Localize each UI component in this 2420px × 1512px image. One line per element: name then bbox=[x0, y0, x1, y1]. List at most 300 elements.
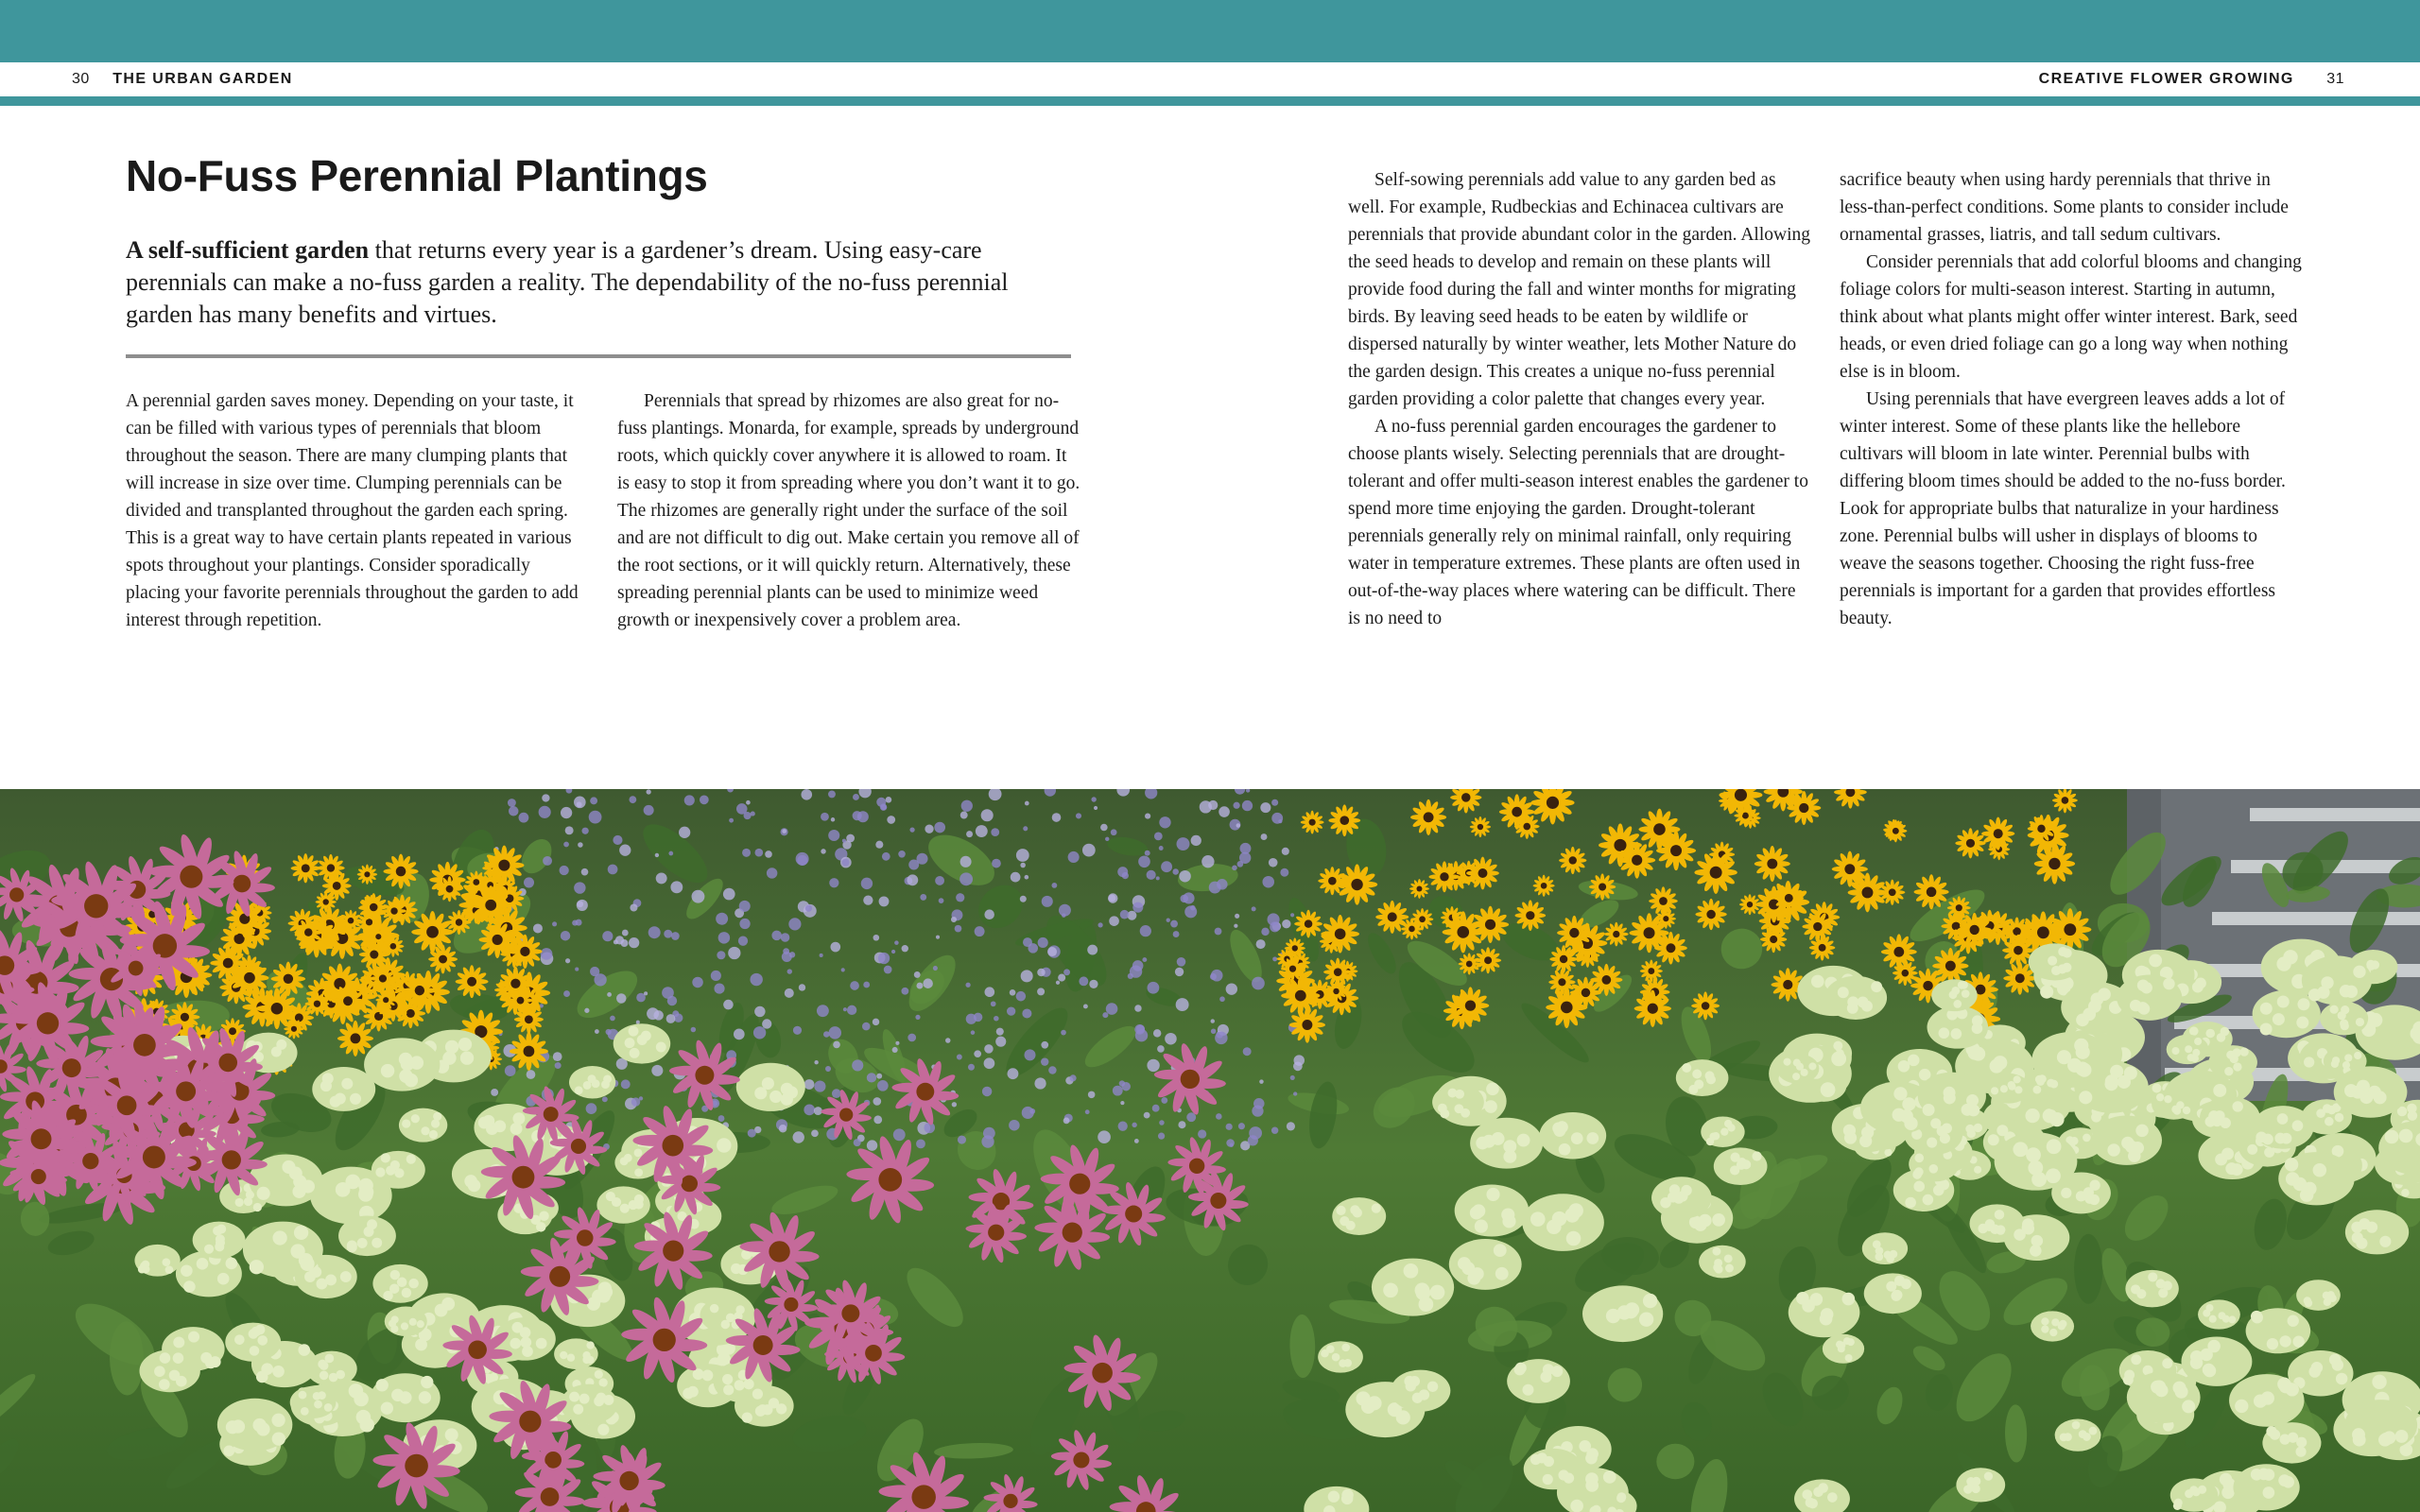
sage-floret bbox=[613, 835, 622, 845]
sage-floret bbox=[581, 868, 589, 876]
sage-floret bbox=[1271, 799, 1278, 806]
sage-floret bbox=[718, 1115, 725, 1122]
sage-floret bbox=[873, 1115, 882, 1124]
sedum-head bbox=[614, 1023, 671, 1063]
sage-floret bbox=[1190, 905, 1196, 911]
sage-floret bbox=[1138, 855, 1150, 868]
sage-floret bbox=[1140, 925, 1151, 936]
sage-floret bbox=[984, 1044, 994, 1054]
sage-floret bbox=[666, 1014, 676, 1023]
sage-floret bbox=[646, 789, 650, 794]
sage-floret bbox=[1132, 1123, 1136, 1127]
sage-floret bbox=[960, 812, 968, 819]
sage-floret bbox=[945, 1038, 950, 1042]
sedum-head bbox=[2004, 1214, 2070, 1261]
sage-floret bbox=[793, 1131, 804, 1143]
sage-floret bbox=[1047, 947, 1057, 956]
article-title: No-Fuss Perennial Plantings bbox=[126, 151, 708, 200]
sage-floret bbox=[1102, 1012, 1108, 1018]
sage-floret bbox=[647, 1007, 659, 1020]
sage-floret bbox=[886, 797, 892, 803]
sage-floret bbox=[1076, 813, 1081, 818]
sage-floret bbox=[796, 852, 809, 866]
left-folio bbox=[72, 70, 293, 89]
right-running-head: CREATIVE FLOWER GROWING bbox=[2038, 71, 2294, 87]
sage-floret bbox=[565, 826, 574, 834]
sage-floret bbox=[1052, 813, 1062, 822]
sage-floret bbox=[958, 1136, 966, 1144]
sage-floret bbox=[1165, 1033, 1177, 1045]
sage-floret bbox=[723, 1000, 734, 1010]
sage-floret bbox=[1153, 1029, 1161, 1037]
sage-floret bbox=[577, 801, 582, 807]
sage-floret bbox=[1023, 826, 1028, 831]
sage-floret bbox=[1023, 937, 1032, 947]
sedum-head bbox=[1927, 1005, 1989, 1048]
sage-floret bbox=[832, 1089, 841, 1098]
sage-floret bbox=[1270, 921, 1280, 932]
sedum-head bbox=[2345, 1210, 2409, 1254]
sage-floret bbox=[1217, 879, 1228, 890]
sage-floret bbox=[563, 842, 569, 848]
sedum-head bbox=[2181, 1336, 2252, 1385]
sedum-head bbox=[2246, 1308, 2311, 1353]
sage-floret bbox=[636, 1021, 640, 1024]
sage-floret bbox=[876, 1074, 882, 1079]
sage-floret bbox=[744, 812, 752, 819]
sage-floret bbox=[823, 1031, 830, 1038]
sage-floret bbox=[1226, 983, 1237, 994]
sage-floret bbox=[1010, 989, 1016, 996]
body-paragraph: Perennials that spread by rhizomes are also great for no-fuss plantings. Monarda, for example, spreads by underground roots, which quickly cover anywhere it is allowed to roam. It is easy to stop it from spreading where you don’t want it to go. The rhizomes are generally right under the surface of the soil and are not difficult to dig out. Make certain you remove all of the root sections, or it will quickly return. Alternatively, these spreading perennial plants can be used to minimize weed growth or inexpensively cover a problem area. bbox=[617, 391, 1080, 630]
sage-floret bbox=[1233, 802, 1239, 809]
sage-floret bbox=[1011, 872, 1021, 883]
sage-floret bbox=[1134, 1005, 1141, 1011]
sedum-head bbox=[217, 1399, 293, 1452]
sage-floret bbox=[1128, 973, 1133, 979]
sage-floret bbox=[828, 830, 839, 841]
sage-floret bbox=[907, 874, 918, 885]
sedum-head bbox=[1776, 1054, 1819, 1083]
sage-floret bbox=[631, 1097, 640, 1106]
sage-floret bbox=[767, 868, 777, 878]
sage-floret bbox=[846, 834, 855, 843]
sage-floret bbox=[811, 1130, 819, 1138]
sage-floret bbox=[541, 948, 553, 960]
sage-floret bbox=[991, 828, 999, 836]
sage-floret bbox=[852, 1059, 863, 1071]
sedum-head bbox=[2252, 1106, 2313, 1149]
sage-floret bbox=[842, 859, 850, 867]
sage-floret bbox=[668, 851, 673, 856]
sage-floret bbox=[955, 925, 962, 933]
sage-floret bbox=[1215, 1032, 1228, 1045]
sedum-head bbox=[399, 1108, 447, 1143]
sage-floret bbox=[914, 971, 921, 978]
sage-floret bbox=[787, 969, 792, 973]
sage-floret bbox=[1161, 861, 1172, 872]
sage-floret bbox=[527, 1070, 536, 1079]
sedum-head bbox=[2031, 1311, 2074, 1341]
sage-floret bbox=[891, 950, 895, 954]
sage-floret bbox=[1091, 797, 1096, 801]
sage-floret bbox=[723, 888, 735, 901]
header-rule bbox=[0, 96, 2420, 106]
sage-floret bbox=[1063, 1117, 1070, 1124]
sage-floret bbox=[755, 849, 764, 857]
sage-floret bbox=[1068, 851, 1080, 863]
sage-floret bbox=[1271, 1126, 1278, 1133]
sage-floret bbox=[1089, 980, 1098, 988]
sedum-head bbox=[596, 1186, 649, 1223]
sage-floret bbox=[762, 1019, 771, 1028]
sage-floret bbox=[843, 1007, 847, 1011]
sage-floret bbox=[552, 921, 557, 926]
sage-floret bbox=[1111, 829, 1117, 835]
sage-floret bbox=[1261, 928, 1269, 936]
garden-photo-illustration bbox=[0, 789, 2420, 1512]
sage-floret bbox=[994, 1016, 999, 1022]
sedum-head bbox=[1539, 1112, 1606, 1160]
sage-floret bbox=[1235, 914, 1239, 919]
sage-floret bbox=[952, 1102, 957, 1107]
sage-floret bbox=[862, 1022, 871, 1031]
sage-floret bbox=[1145, 850, 1150, 856]
sage-floret bbox=[586, 1103, 597, 1114]
sage-floret bbox=[1021, 970, 1033, 982]
sage-floret bbox=[508, 799, 516, 807]
sage-floret bbox=[539, 806, 551, 818]
sage-floret bbox=[692, 890, 705, 903]
sage-floret bbox=[1158, 1133, 1165, 1140]
sedum-head bbox=[243, 1222, 323, 1278]
sedum-head bbox=[2127, 1372, 2201, 1423]
sedum-head bbox=[2125, 1270, 2178, 1308]
sage-floret bbox=[1113, 1086, 1123, 1096]
sage-floret bbox=[1147, 870, 1156, 880]
sage-floret bbox=[1025, 875, 1029, 880]
sage-floret bbox=[753, 1026, 766, 1039]
sedum-head bbox=[554, 1338, 598, 1369]
sage-floret bbox=[821, 849, 825, 853]
sage-floret bbox=[1175, 968, 1184, 976]
sage-floret bbox=[984, 1057, 995, 1069]
sedum-head bbox=[385, 1307, 427, 1337]
sage-floret bbox=[821, 813, 829, 821]
sedum-head bbox=[193, 1222, 246, 1259]
sage-floret bbox=[981, 809, 994, 821]
sage-floret bbox=[936, 936, 940, 939]
sedum-head bbox=[1714, 1147, 1768, 1185]
sage-floret bbox=[739, 919, 750, 929]
sage-floret bbox=[1261, 833, 1268, 840]
sage-floret bbox=[1282, 848, 1289, 855]
sage-floret bbox=[524, 877, 534, 887]
sedum-head bbox=[1676, 1059, 1729, 1096]
sage-floret bbox=[589, 811, 602, 824]
sage-floret bbox=[814, 1081, 825, 1092]
sage-floret bbox=[505, 1065, 516, 1076]
sage-floret bbox=[1058, 974, 1065, 982]
sage-floret bbox=[908, 1034, 916, 1042]
intro-divider bbox=[126, 354, 1071, 358]
sage-floret bbox=[873, 935, 880, 941]
sage-floret bbox=[1134, 1139, 1139, 1143]
sage-floret bbox=[1098, 922, 1102, 927]
sage-floret bbox=[1020, 863, 1026, 868]
sage-floret bbox=[1142, 957, 1147, 962]
sage-floret bbox=[793, 1026, 802, 1035]
sage-floret bbox=[857, 811, 869, 822]
sedum-head bbox=[134, 1245, 180, 1277]
sage-floret bbox=[1238, 1123, 1245, 1129]
sage-floret bbox=[830, 942, 840, 953]
sedum-head bbox=[1651, 1177, 1712, 1219]
sedum-head bbox=[1522, 1194, 1604, 1251]
sage-floret bbox=[765, 850, 772, 858]
sage-floret bbox=[1293, 1091, 1297, 1095]
sage-floret bbox=[1219, 996, 1225, 1002]
sedum-head bbox=[2302, 955, 2372, 1005]
sage-floret bbox=[590, 797, 597, 804]
sage-floret bbox=[1024, 1049, 1035, 1060]
sage-floret bbox=[1167, 919, 1170, 922]
sedum-head bbox=[2091, 1115, 2162, 1164]
sage-floret bbox=[619, 845, 631, 856]
sage-floret bbox=[729, 818, 734, 823]
sage-floret bbox=[610, 1016, 615, 1022]
sage-floret bbox=[923, 978, 933, 988]
sage-floret bbox=[1242, 800, 1253, 811]
sage-floret bbox=[875, 841, 883, 849]
sage-floret bbox=[804, 1104, 815, 1115]
sage-floret bbox=[841, 968, 845, 971]
sage-floret bbox=[1201, 855, 1214, 868]
sage-floret bbox=[863, 982, 870, 988]
sage-floret bbox=[738, 936, 748, 946]
sedum-head bbox=[338, 1215, 396, 1256]
sage-floret bbox=[667, 996, 677, 1005]
sage-floret bbox=[960, 856, 972, 868]
sage-floret bbox=[1106, 1003, 1118, 1015]
sage-floret bbox=[982, 1087, 992, 1096]
sage-floret bbox=[1087, 945, 1098, 955]
sage-floret bbox=[898, 850, 906, 858]
body-paragraph: Self-sowing perennials add value to any garden bed as well. For example, Rudbeckias and Echinacea cultivars are perennials that provide abundant color in the garden. Allowing the seed heads to develop and remain on these plants will provide food during the fall and winter months for migrating birds. By leaving seed heads to be eaten by wildlife or dispersed naturally by winter weather, lets Mother Nature do the garden design. This creates a unique no-fuss perennial garden providing a color palette that changes every year. bbox=[1348, 170, 1810, 409]
sage-floret bbox=[801, 789, 812, 800]
sage-floret bbox=[961, 800, 973, 812]
garden-photo bbox=[0, 789, 2420, 1512]
sage-floret bbox=[877, 1080, 889, 1091]
sedum-head bbox=[1332, 1197, 1386, 1235]
sage-floret bbox=[716, 913, 728, 925]
sage-floret bbox=[1271, 813, 1283, 824]
sage-floret bbox=[509, 806, 519, 816]
sedum-head bbox=[1823, 1334, 1864, 1364]
sage-floret bbox=[1007, 1006, 1015, 1015]
sage-floret bbox=[831, 817, 835, 821]
sage-floret bbox=[1109, 916, 1119, 926]
sage-floret bbox=[691, 1027, 697, 1033]
sage-floret bbox=[717, 951, 725, 959]
sage-floret bbox=[560, 866, 569, 875]
sage-floret bbox=[578, 842, 583, 848]
sedum-head bbox=[2278, 1152, 2355, 1205]
sage-floret bbox=[892, 1047, 898, 1053]
sedum-head bbox=[736, 1063, 805, 1111]
sage-floret bbox=[968, 1064, 975, 1071]
sage-floret bbox=[1009, 1120, 1020, 1131]
sage-floret bbox=[853, 794, 859, 800]
sage-floret bbox=[584, 1008, 589, 1013]
sedum-head bbox=[372, 1151, 425, 1189]
sage-floret bbox=[1211, 1028, 1217, 1034]
sage-floret bbox=[543, 856, 552, 866]
sage-floret bbox=[692, 977, 702, 988]
sage-floret bbox=[909, 828, 914, 833]
sage-floret bbox=[1191, 835, 1201, 846]
sage-floret bbox=[1056, 981, 1060, 985]
sedum-head bbox=[1455, 1185, 1530, 1237]
sage-floret bbox=[651, 1065, 663, 1076]
sage-floret bbox=[1226, 1124, 1233, 1130]
sage-floret bbox=[565, 958, 570, 963]
sage-floret bbox=[951, 917, 957, 922]
body-paragraph: Using perennials that have evergreen leaves adds a lot of winter interest. Some of these plants like the hellebore cultivars will bloom in late winter. Perennial bulbs with differing bloom times should be added to the no-fuss border. Look for appropriate bulbs that naturalize in your hardiness zone. Perennial bulbs will usher in displays of blooms to weave the seasons together. Choosing the right fuss-free perennials is important for a garden that provides effortless beauty. bbox=[1840, 389, 2286, 628]
sedum-head bbox=[1470, 1118, 1543, 1169]
sage-floret bbox=[1145, 814, 1150, 819]
sage-floret bbox=[1048, 1066, 1056, 1074]
sage-floret bbox=[1294, 1055, 1305, 1065]
sage-floret bbox=[1132, 902, 1143, 913]
sage-floret bbox=[1007, 1068, 1018, 1079]
sage-floret bbox=[1269, 858, 1278, 868]
sage-floret bbox=[1290, 913, 1294, 917]
sage-floret bbox=[996, 1028, 1004, 1036]
sage-floret bbox=[829, 878, 838, 887]
sage-floret bbox=[630, 903, 637, 911]
sage-floret bbox=[644, 991, 648, 995]
sage-floret bbox=[533, 923, 543, 933]
sage-floret bbox=[1105, 837, 1109, 841]
sedum-head bbox=[1701, 1117, 1744, 1147]
sage-floret bbox=[746, 800, 751, 805]
sage-floret bbox=[884, 966, 892, 974]
sage-floret bbox=[805, 905, 812, 912]
sage-floret bbox=[916, 853, 927, 865]
sedum-head bbox=[2334, 1066, 2408, 1117]
sage-floret bbox=[594, 973, 606, 986]
sedum-head bbox=[1582, 1285, 1663, 1342]
sage-floret bbox=[825, 1066, 831, 1072]
body-paragraph: sacrifice beauty when using hardy perennials that thrive in less-than-perfect conditions. Some plants to consider include ornamental grasses, liatris, and tall sedum cultivars. bbox=[1840, 170, 2289, 245]
sage-floret bbox=[1211, 1019, 1215, 1022]
sage-floret bbox=[561, 807, 572, 818]
sage-floret bbox=[833, 1041, 840, 1049]
sage-floret bbox=[1237, 861, 1244, 868]
sage-floret bbox=[1118, 1122, 1128, 1131]
sage-floret bbox=[1144, 1112, 1150, 1119]
body-column-2 bbox=[617, 387, 1080, 634]
sage-floret bbox=[1061, 1030, 1066, 1036]
sage-floret bbox=[714, 984, 724, 994]
sage-floret bbox=[1051, 883, 1057, 888]
sage-floret bbox=[934, 822, 945, 833]
sage-floret bbox=[700, 795, 709, 804]
sage-floret bbox=[1135, 1029, 1148, 1041]
sedum-head bbox=[371, 1373, 441, 1422]
sage-floret bbox=[1034, 1077, 1046, 1089]
sage-floret bbox=[1179, 870, 1190, 882]
sage-floret bbox=[1215, 928, 1222, 936]
sage-floret bbox=[555, 1062, 562, 1069]
sage-floret bbox=[491, 1089, 498, 1096]
sage-floret bbox=[887, 816, 895, 824]
sedum-head bbox=[2029, 943, 2082, 980]
sage-floret bbox=[1248, 1135, 1258, 1145]
sage-floret bbox=[873, 1019, 879, 1025]
sedum-head bbox=[2229, 1374, 2305, 1427]
sage-floret bbox=[1025, 801, 1029, 806]
sage-floret bbox=[920, 894, 926, 901]
sedum-head bbox=[2170, 1478, 2219, 1511]
sage-floret bbox=[975, 926, 985, 936]
sage-floret bbox=[779, 1125, 787, 1133]
sage-floret bbox=[1180, 895, 1188, 903]
sedum-head bbox=[1318, 1341, 1363, 1372]
sedum-head bbox=[2233, 1464, 2299, 1510]
sage-floret bbox=[959, 872, 973, 885]
sage-floret bbox=[629, 937, 639, 948]
sage-floret bbox=[817, 1005, 829, 1017]
sage-floret bbox=[895, 1041, 899, 1045]
sage-floret bbox=[595, 1029, 599, 1034]
sage-floret bbox=[1170, 920, 1178, 928]
sage-floret bbox=[1252, 906, 1256, 911]
sage-floret bbox=[754, 1006, 765, 1017]
sage-floret bbox=[1210, 973, 1217, 980]
sage-floret bbox=[648, 926, 661, 938]
sage-floret bbox=[893, 1128, 906, 1141]
sage-floret bbox=[1082, 844, 1096, 857]
sage-floret bbox=[981, 1135, 994, 1147]
sage-floret bbox=[1022, 1008, 1031, 1018]
sage-floret bbox=[1083, 1004, 1088, 1008]
sage-floret bbox=[1159, 816, 1170, 828]
sage-floret bbox=[614, 939, 618, 944]
sage-floret bbox=[814, 1060, 818, 1064]
sage-floret bbox=[873, 1097, 881, 1106]
sedum-head bbox=[2200, 1096, 2260, 1139]
sage-floret bbox=[561, 931, 571, 941]
intro-text: that returns every year is a gardener’s dream. Using easy-care perennials can make a no-fuss garden a reality. The dependability of the no-fuss perennial garden has many benefits and virtues. bbox=[126, 236, 1009, 328]
sage-floret bbox=[563, 990, 570, 997]
sage-floret bbox=[670, 881, 683, 893]
sage-floret bbox=[1037, 988, 1045, 995]
sage-floret bbox=[984, 909, 994, 919]
sage-floret bbox=[933, 966, 938, 971]
sage-floret bbox=[1219, 806, 1230, 817]
sage-floret bbox=[602, 1096, 608, 1102]
sage-floret bbox=[616, 993, 627, 1004]
sage-floret bbox=[916, 983, 923, 989]
sage-floret bbox=[1059, 904, 1071, 917]
sage-floret bbox=[861, 878, 873, 889]
sage-floret bbox=[828, 790, 836, 798]
sage-floret bbox=[1272, 956, 1277, 961]
sage-floret bbox=[1176, 998, 1189, 1011]
sage-floret bbox=[847, 1005, 856, 1015]
